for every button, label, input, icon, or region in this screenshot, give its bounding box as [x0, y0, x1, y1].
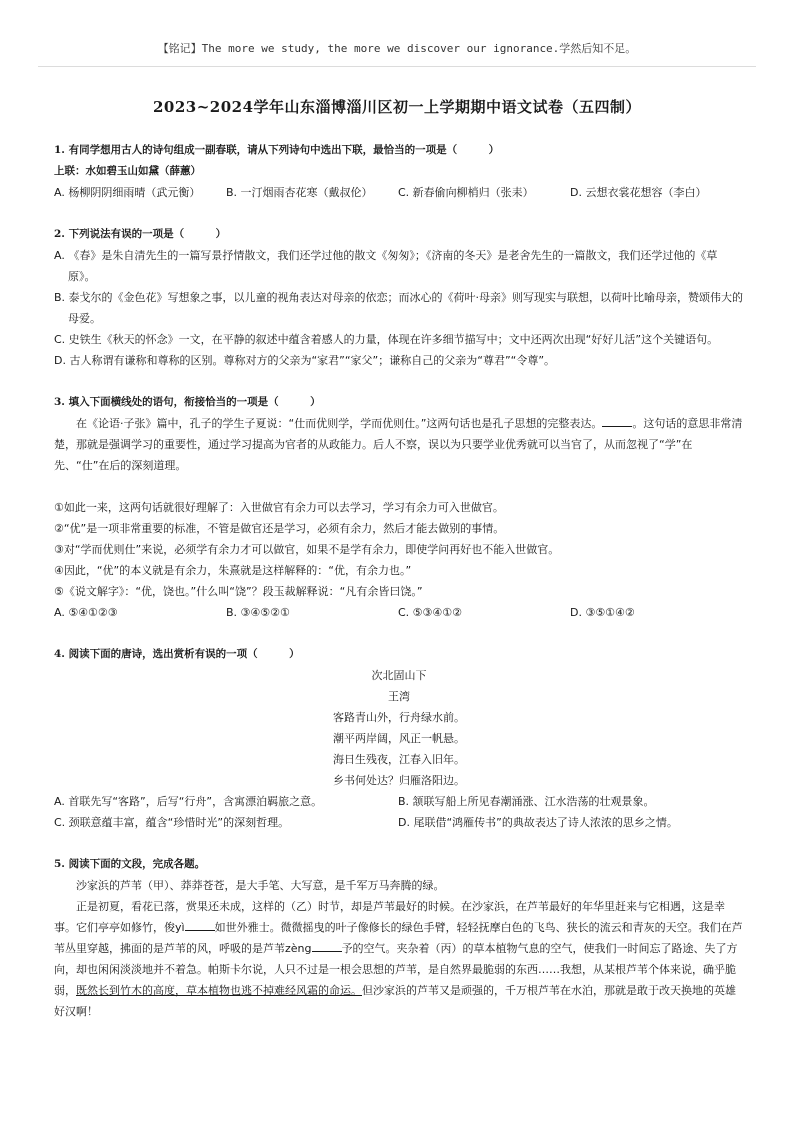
- poem-line: 潮平两岸阔，风正一帆悬。: [333, 732, 465, 745]
- question-1-option-c[interactable]: C. 新春偷向柳梢归（张耒）: [398, 186, 534, 199]
- poem-line: 海日生残夜，江春入旧年。: [333, 753, 465, 766]
- question-3-passage: [54, 413, 744, 476]
- pinyin-blank-2: [312, 939, 342, 952]
- question-1-option-a[interactable]: A. 杨柳阴阴细雨晴（武元衡）: [54, 186, 201, 199]
- question-4-option-d[interactable]: D. 尾联借“鸿雁传书”的典故表达了诗人浓浓的思乡之情。: [398, 816, 678, 829]
- passage-text: 予的空气。夹杂着（丙）的草本植物气息的空气，使我们一时间忘了路途、失了方向，却也闲闲淡淡地并不着急。帕斯卡尔说，人只不过是一根会思想的芦苇，是自然界最脆弱的东西……我想，从某根芦苇个体来说，确乎脆弱，: [54, 942, 738, 997]
- underlined-sentence: 既然长到竹木的高度，草本植物也逃不掉难经风霜的命运。: [76, 984, 362, 997]
- question-3-item-3: ③对“学而优则仕”来说，必须学有余力才可以做官，如果不是学有余力，即使学问再好也不能入世做官。: [54, 543, 560, 556]
- spacer: [54, 371, 744, 392]
- question-5-stem: 5. 阅读下面的文段，完成各题。: [54, 858, 206, 870]
- question-3-options: [54, 602, 744, 623]
- spacer: [54, 833, 744, 854]
- question-4-option-b[interactable]: B. 颔联写船上所见春潮涌涨、江水浩荡的壮观景象。: [398, 795, 655, 808]
- question-1-option-b[interactable]: B. 一汀烟雨杏花寒（戴叔伦）: [226, 186, 373, 199]
- question-5-passage: [54, 896, 744, 1022]
- question-1-stem: 1. 有同学想用古人的诗句组成一副春联，请从下列诗句中选出下联，最恰当的一项是（ ）: [54, 144, 500, 156]
- question-3-item-1: ①如此一来，这两句话就很好理解了：入世做官有余力可以去学习，学习有余力可入世做官。: [54, 501, 504, 514]
- pinyin-blank-1: [185, 918, 215, 931]
- question-4-options-row-1: [54, 791, 744, 812]
- passage-text: 但沙家浜的芦苇又是顽强的，千万根芦苇在水泊，那就是敢于改天换地的英雄好汉啊！: [54, 984, 736, 1018]
- question-3-item-4: ④因此，“优”的本义就是有余力，朱熹就是这样解释的：“优，有余力也。”: [54, 564, 412, 577]
- spacer: [54, 476, 744, 497]
- poem-line: 乡书何处达？归雁洛阳边。: [333, 774, 465, 787]
- question-3-stem: 3. 填入下面横线处的语句，衔接恰当的一项是（ ）: [54, 396, 321, 408]
- question-1-options: [54, 182, 744, 203]
- exam-content: [54, 140, 744, 1022]
- question-1-option-d[interactable]: D. 云想衣裳花想容（李白）: [570, 186, 707, 199]
- question-3-item-5: ⑤《说文解字》：“优，饶也。”什么叫“饶”？段玉裁解释说：“凡有余皆曰饶。”: [54, 585, 423, 598]
- question-4-option-a[interactable]: A. 首联先写“客路”，后写“行舟”，含寓漂泊羁旅之意。: [54, 795, 323, 808]
- spacer: [54, 203, 744, 224]
- question-4-option-c[interactable]: C. 颈联意蕴丰富，蕴含“珍惜时光”的深刻哲理。: [54, 816, 290, 829]
- question-2-option-c[interactable]: C. 史铁生《秋天的怀念》一文，在平静的叙述中蕴含着感人的力量，体现在许多细节描写中；文中还两次出现“好好儿活”这个关键语句。: [54, 333, 719, 346]
- question-2-option-b[interactable]: B. 泰戈尔的《金色花》写想象之事，以儿童的视角表达对母亲的依恋；而冰心的《荷叶·母亲》则写现实与联想，以荷叶比喻母亲，赞颂伟大的母爱。: [54, 291, 744, 325]
- question-2-stem: 2. 下列说法有误的一项是（ ）: [54, 228, 227, 240]
- question-3-passage-part-1: 在《论语·子张》篇中，孔子的学生子夏说：“仕而优则学，学而优则仕。”这两句话也是孔子思想的完整表达。: [76, 417, 603, 430]
- question-3-option-c[interactable]: C. ⑤③④①②: [398, 606, 462, 619]
- question-3-option-b[interactable]: B. ③④⑤②①: [226, 606, 290, 619]
- question-4-stem: 4. 阅读下面的唐诗，选出赏析有误的一项（ ）: [54, 648, 300, 660]
- question-3-blank: [602, 414, 632, 427]
- question-3-option-a[interactable]: A. ⑤④①②③: [54, 606, 118, 619]
- page-header-motto: 【铭记】The more we study, the more we discover our ignorance.学然后知不足。: [157, 42, 637, 55]
- passage-text: 正是初夏，看花已落，赏果还未成，这样的（乙）时节，却是芦苇最好的时候。在沙家浜，在芦苇最好的年华里赶来与它相遇，这是幸事。它们亭亭如修竹，俊yì: [54, 900, 725, 934]
- exam-title: 2023~2024学年山东淄博淄川区初一上学期期中语文试卷（五四制）: [152, 98, 642, 116]
- passage-text: 如世外雅士。微微摇曳的叶子像修长的绿色手臂，轻轻抚摩白色的飞鸟、狭长的流云和青灰的天空。我们在芦苇丛里穿越，拂面的是芦苇的风，呼吸的是芦苇zèng: [54, 921, 743, 955]
- question-2-option-a[interactable]: A. 《春》是朱自清先生的一篇写景抒情散文，我们还学过他的散文《匆匆》；《济南的冬天》是老舍先生的一篇散文，我们还学过他的《草原》。: [54, 249, 718, 283]
- question-3-item-2: ②“优”是一项非常重要的标准，不管是做官还是学习，必须有余力，然后才能去做别的事情。: [54, 522, 505, 535]
- question-4-options-row-2: [54, 812, 744, 833]
- question-5-passage-line-1: 沙家浜的芦苇（甲）、莽莽苍苍，是大手笔、大写意，是千军万马奔腾的绿。: [76, 879, 445, 892]
- header-divider: [38, 66, 756, 67]
- question-1-upper-couplet: 上联：水如碧玉山如黛（薛蕙）: [54, 165, 201, 177]
- spacer: [54, 623, 744, 644]
- question-3-option-d[interactable]: D. ③⑤①④②: [570, 606, 635, 619]
- question-3-passage-part-2: 。这句话的意思非常清楚，那就是强调学习的重要性，通过学习提高为官者的从政能力。后人不察，误以为只要学业优秀就可以当官了，从而忽视了“学”在先、“仕”在后的深刻道理。: [54, 417, 743, 472]
- poem-title: 次北固山下: [371, 669, 427, 682]
- question-2-option-d[interactable]: D. 古人称谓有谦称和尊称的区别。尊称对方的父亲为“家君”“家父”；谦称自己的父亲为“尊君”“令尊”。: [54, 354, 556, 367]
- poem-author: 王湾: [388, 690, 410, 703]
- poem-line: 客路青山外，行舟绿水前。: [333, 711, 465, 724]
